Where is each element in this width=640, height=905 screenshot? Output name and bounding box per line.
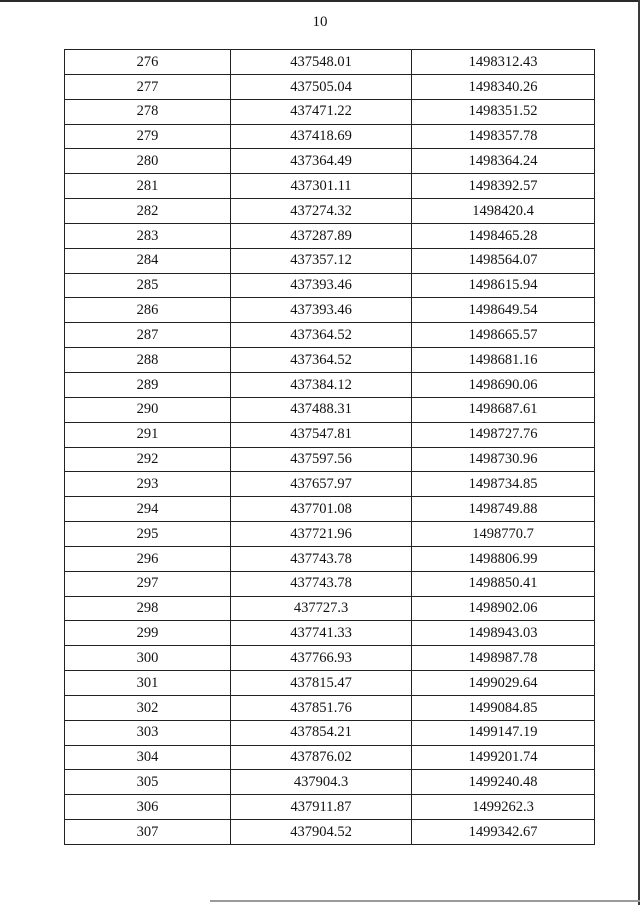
x-coordinate-cell: 437274.32 xyxy=(231,199,412,224)
table-row xyxy=(65,298,595,323)
y-coordinate-cell: 1498665.57 xyxy=(412,323,595,348)
y-coordinate-cell: 1498943.03 xyxy=(412,621,595,646)
x-coordinate-cell: 437364.52 xyxy=(231,323,412,348)
x-coordinate-cell: 437815.47 xyxy=(231,671,412,696)
point-number-cell: 294 xyxy=(65,497,231,522)
point-number-cell: 306 xyxy=(65,795,231,820)
point-number-cell: 305 xyxy=(65,770,231,795)
point-number-cell: 296 xyxy=(65,546,231,571)
table-row xyxy=(65,124,595,149)
x-coordinate-cell: 437854.21 xyxy=(231,720,412,745)
x-coordinate-cell: 437743.78 xyxy=(231,546,412,571)
table-row xyxy=(65,820,595,845)
y-coordinate-cell: 1498392.57 xyxy=(412,174,595,199)
x-coordinate-cell: 437741.33 xyxy=(231,621,412,646)
y-coordinate-cell: 1498312.43 xyxy=(412,50,595,75)
y-coordinate-cell: 1498681.16 xyxy=(412,348,595,373)
table-row xyxy=(65,348,595,373)
y-coordinate-cell: 1498770.7 xyxy=(412,522,595,547)
table-row xyxy=(65,149,595,174)
table-row xyxy=(65,397,595,422)
y-coordinate-cell: 1498351.52 xyxy=(412,99,595,124)
table-row xyxy=(65,199,595,224)
y-coordinate-cell: 1498465.28 xyxy=(412,223,595,248)
x-coordinate-cell: 437301.11 xyxy=(231,174,412,199)
table-row xyxy=(65,646,595,671)
point-number-cell: 287 xyxy=(65,323,231,348)
x-coordinate-cell: 437721.96 xyxy=(231,522,412,547)
y-coordinate-cell: 1498615.94 xyxy=(412,273,595,298)
x-coordinate-cell: 437701.08 xyxy=(231,497,412,522)
table-row xyxy=(65,248,595,273)
point-number-cell: 301 xyxy=(65,671,231,696)
x-coordinate-cell: 437357.12 xyxy=(231,248,412,273)
y-coordinate-cell: 1498730.96 xyxy=(412,447,595,472)
y-coordinate-cell: 1498902.06 xyxy=(412,596,595,621)
table-row xyxy=(65,621,595,646)
scan-edge-top xyxy=(0,0,640,2)
x-coordinate-cell: 437743.78 xyxy=(231,571,412,596)
y-coordinate-cell: 1498340.26 xyxy=(412,74,595,99)
point-number-cell: 285 xyxy=(65,273,231,298)
table-row xyxy=(65,695,595,720)
point-number-cell: 298 xyxy=(65,596,231,621)
table-row xyxy=(65,795,595,820)
point-number-cell: 290 xyxy=(65,397,231,422)
table-row xyxy=(65,522,595,547)
table-row xyxy=(65,422,595,447)
scan-edge-bottom xyxy=(210,900,640,902)
x-coordinate-cell: 437766.93 xyxy=(231,646,412,671)
point-number-cell: 279 xyxy=(65,124,231,149)
x-coordinate-cell: 437393.46 xyxy=(231,298,412,323)
table-row xyxy=(65,546,595,571)
x-coordinate-cell: 437364.49 xyxy=(231,149,412,174)
table-row xyxy=(65,74,595,99)
table-row xyxy=(65,223,595,248)
y-coordinate-cell: 1498806.99 xyxy=(412,546,595,571)
y-coordinate-cell: 1499147.19 xyxy=(412,720,595,745)
table-row xyxy=(65,447,595,472)
x-coordinate-cell: 437876.02 xyxy=(231,745,412,770)
y-coordinate-cell: 1499084.85 xyxy=(412,695,595,720)
x-coordinate-cell: 437505.04 xyxy=(231,74,412,99)
point-number-cell: 280 xyxy=(65,149,231,174)
table-row xyxy=(65,671,595,696)
y-coordinate-cell: 1498987.78 xyxy=(412,646,595,671)
y-coordinate-cell: 1498749.88 xyxy=(412,497,595,522)
point-number-cell: 286 xyxy=(65,298,231,323)
x-coordinate-cell: 437393.46 xyxy=(231,273,412,298)
point-number-cell: 293 xyxy=(65,472,231,497)
y-coordinate-cell: 1498420.4 xyxy=(412,199,595,224)
x-coordinate-cell: 437904.52 xyxy=(231,820,412,845)
y-coordinate-cell: 1498687.61 xyxy=(412,397,595,422)
point-number-cell: 277 xyxy=(65,74,231,99)
point-number-cell: 278 xyxy=(65,99,231,124)
x-coordinate-cell: 437911.87 xyxy=(231,795,412,820)
point-number-cell: 292 xyxy=(65,447,231,472)
table-row xyxy=(65,571,595,596)
table-row xyxy=(65,323,595,348)
y-coordinate-cell: 1498364.24 xyxy=(412,149,595,174)
y-coordinate-cell: 1498649.54 xyxy=(412,298,595,323)
x-coordinate-cell: 437548.01 xyxy=(231,50,412,75)
point-number-cell: 276 xyxy=(65,50,231,75)
table-row xyxy=(65,273,595,298)
y-coordinate-cell: 1498357.78 xyxy=(412,124,595,149)
x-coordinate-cell: 437471.22 xyxy=(231,99,412,124)
x-coordinate-cell: 437904.3 xyxy=(231,770,412,795)
x-coordinate-cell: 437287.89 xyxy=(231,223,412,248)
point-number-cell: 303 xyxy=(65,720,231,745)
point-number-cell: 281 xyxy=(65,174,231,199)
y-coordinate-cell: 1498564.07 xyxy=(412,248,595,273)
point-number-cell: 302 xyxy=(65,695,231,720)
x-coordinate-cell: 437657.97 xyxy=(231,472,412,497)
y-coordinate-cell: 1499240.48 xyxy=(412,770,595,795)
x-coordinate-cell: 437418.69 xyxy=(231,124,412,149)
table-row xyxy=(65,472,595,497)
table-row xyxy=(65,174,595,199)
table-row xyxy=(65,372,595,397)
x-coordinate-cell: 437597.56 xyxy=(231,447,412,472)
table-row xyxy=(65,770,595,795)
y-coordinate-cell: 1498850.41 xyxy=(412,571,595,596)
point-number-cell: 289 xyxy=(65,372,231,397)
y-coordinate-cell: 1499029.64 xyxy=(412,671,595,696)
page-number: 10 xyxy=(312,14,328,30)
y-coordinate-cell: 1498690.06 xyxy=(412,372,595,397)
x-coordinate-cell: 437488.31 xyxy=(231,397,412,422)
y-coordinate-cell: 1499201.74 xyxy=(412,745,595,770)
point-number-cell: 284 xyxy=(65,248,231,273)
coordinates-table xyxy=(64,49,595,845)
x-coordinate-cell: 437547.81 xyxy=(231,422,412,447)
point-number-cell: 288 xyxy=(65,348,231,373)
point-number-cell: 304 xyxy=(65,745,231,770)
point-number-cell: 300 xyxy=(65,646,231,671)
y-coordinate-cell: 1499342.67 xyxy=(412,820,595,845)
table-row xyxy=(65,497,595,522)
point-number-cell: 283 xyxy=(65,223,231,248)
point-number-cell: 307 xyxy=(65,820,231,845)
table-row xyxy=(65,50,595,75)
table-row xyxy=(65,720,595,745)
point-number-cell: 295 xyxy=(65,522,231,547)
y-coordinate-cell: 1498727.76 xyxy=(412,422,595,447)
y-coordinate-cell: 1499262.3 xyxy=(412,795,595,820)
x-coordinate-cell: 437384.12 xyxy=(231,372,412,397)
point-number-cell: 297 xyxy=(65,571,231,596)
point-number-cell: 291 xyxy=(65,422,231,447)
x-coordinate-cell: 437851.76 xyxy=(231,695,412,720)
point-number-cell: 282 xyxy=(65,199,231,224)
y-coordinate-cell: 1498734.85 xyxy=(412,472,595,497)
x-coordinate-cell: 437727.3 xyxy=(231,596,412,621)
table-row xyxy=(65,99,595,124)
table-row xyxy=(65,596,595,621)
coordinates-table-body xyxy=(65,50,595,845)
x-coordinate-cell: 437364.52 xyxy=(231,348,412,373)
point-number-cell: 299 xyxy=(65,621,231,646)
table-row xyxy=(65,745,595,770)
